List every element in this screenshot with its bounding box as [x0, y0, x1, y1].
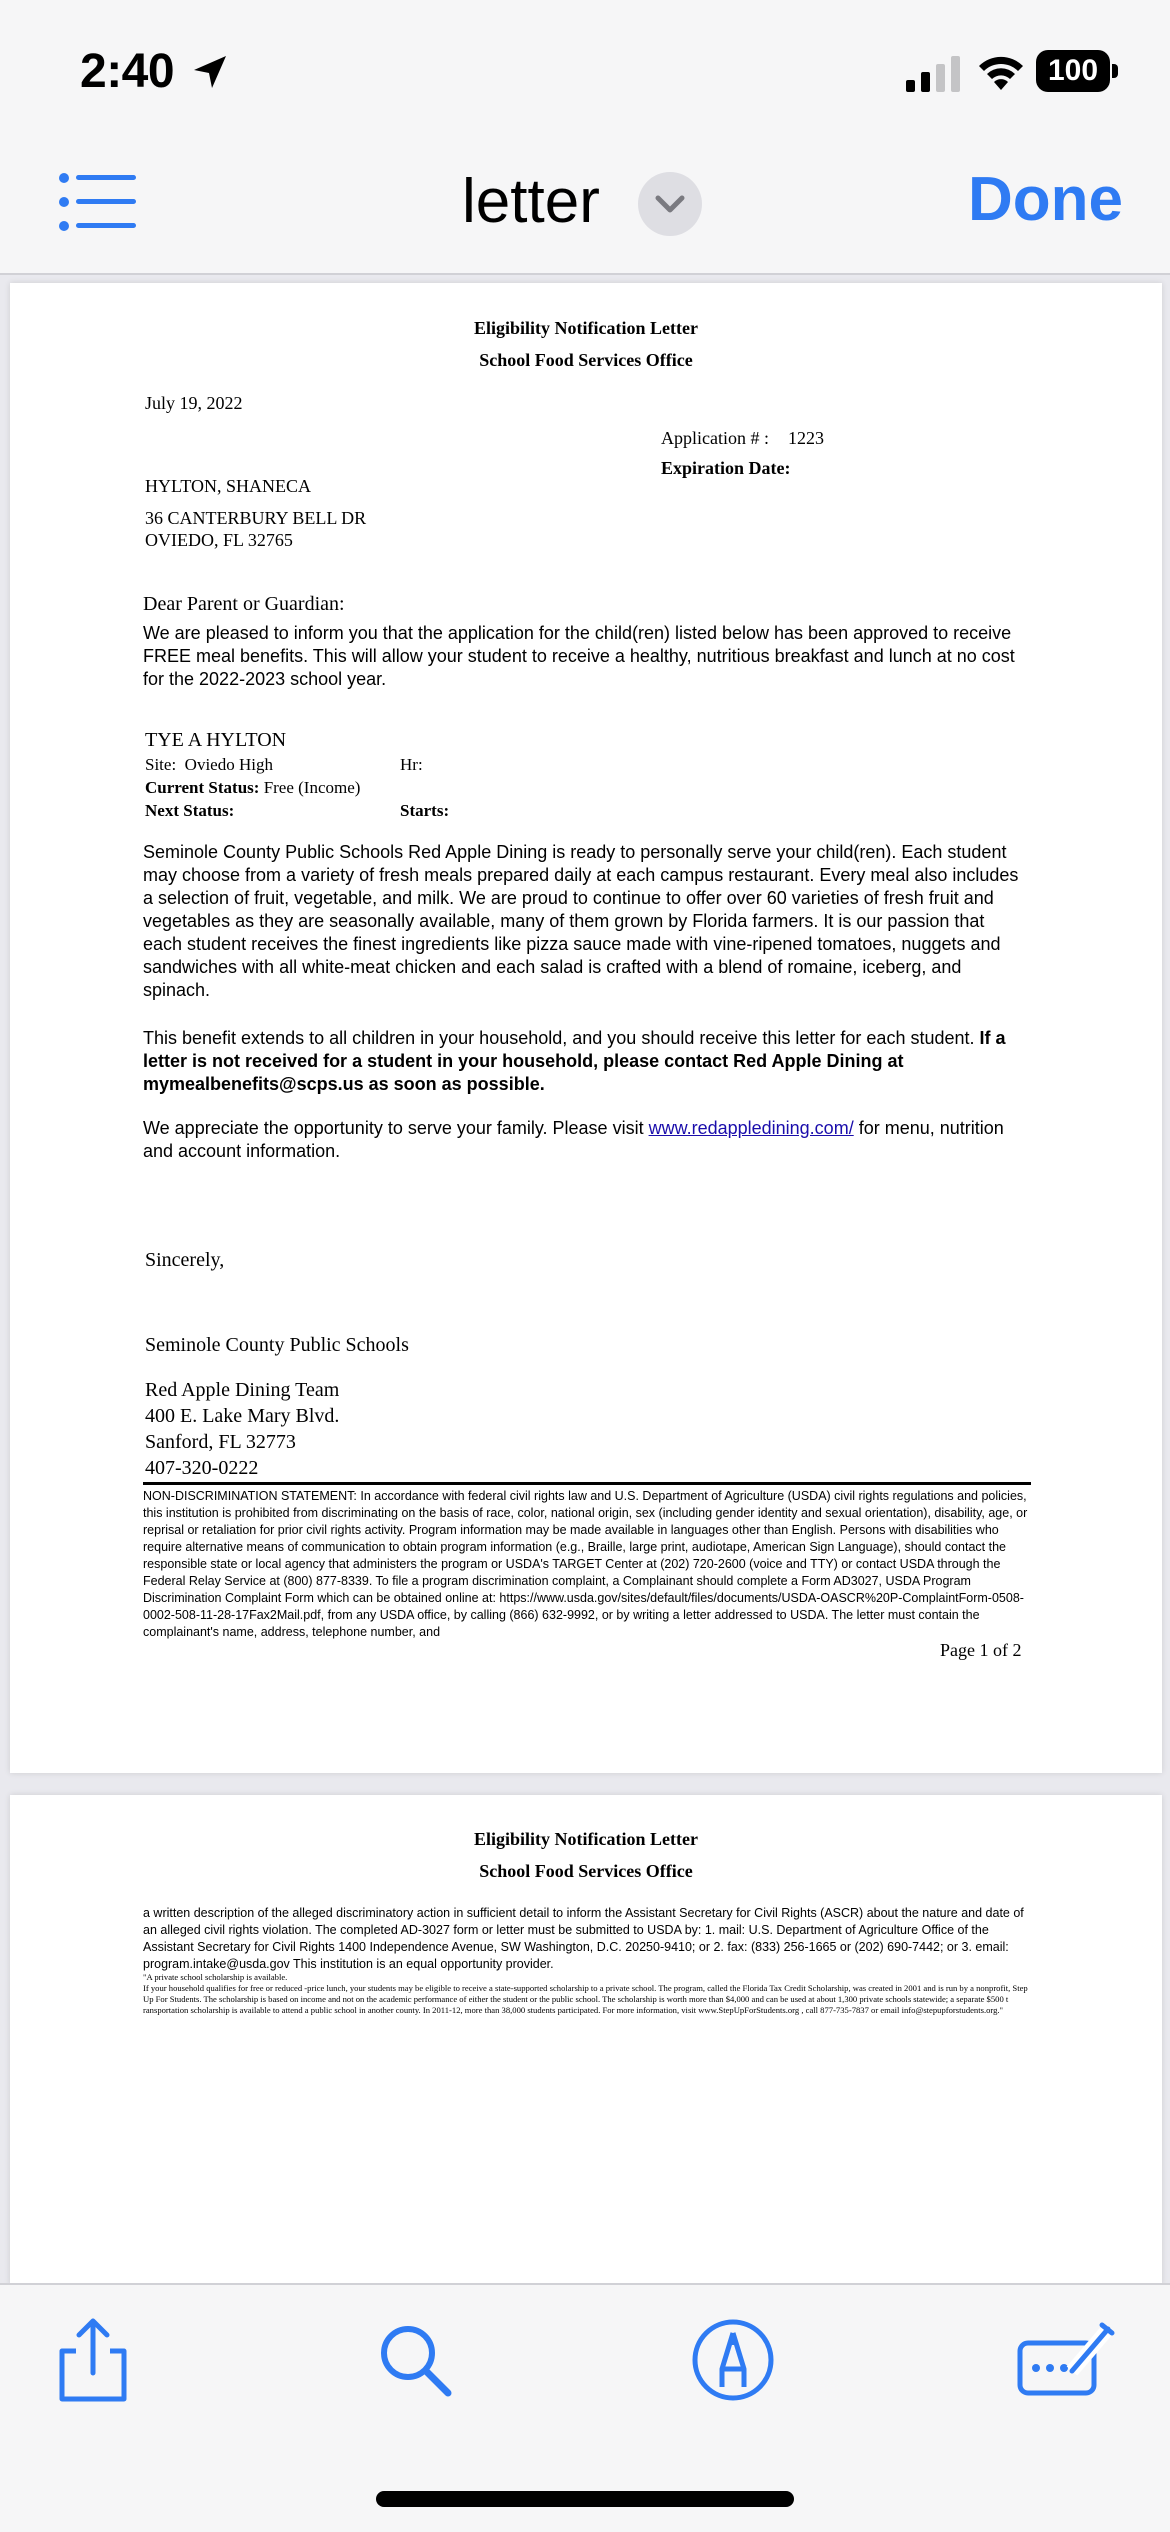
- document-title[interactable]: letter: [462, 167, 600, 236]
- nondiscrimination-statement: NON-DISCRIMINATION STATEMENT: In accordance with federal civil rights law and U.S. Department of Agriculture (USDA) civil rights regulations and policies, this institution is prohibited from discriminating on the basis of race, color, national origin, sex (including gender identity and sexual orientation), disability, age, or reprisal or retaliation for prior civil rights activity. Program information may be made available in languages other than English. Persons with disabilities who require alternative means of communication to obtain program information (e.g., Braille, large print, audiotape, American Sign Language), should contact the responsible state or local agency that administers the program or USDA's TARGET Center at (202) 720-2600 (voice and TTY) or contact USDA through the Federal Relay Service at (800) 877-8339. To file a program discrimination complaint, a Complainant should complete a Form AD3027, USDA Program Discrimination Complaint Form which can be obtained online at: https://www.usda.gov/sites/default/files/documents/USDA-OASCR%20P-ComplaintForm-0508-0002-508-11-28-17Fax2Mail.pdf, from any USDA office, by calling (866) 632-9992, or by writing a letter addressed to USDA. The letter must contain the complainant's name, address, telephone number, and: [143, 1489, 1028, 1639]
- benefit-bold-text: If a letter is not received for a student in your household, please contact Red Apple Dining at mymealbenefits@scps.us as soon as possible.: [143, 1028, 1006, 1094]
- closing: Sincerely,: [145, 1249, 225, 1271]
- scholarship-text: If your household qualifies for free or reduced -price lunch, your students may be eligible to receive a state-supported scholarship to a private school. The program, called the Florida Tax Credit Scholarship, was created in 2001 and is run by a nonprofit, Step Up For Students. The scholarship is based on income and not on the academic performance of either the student or the public school. The scholarship is worth more than $4,000 and can be used at about 1,300 private schools statewide; a separate $500 t ransportation scholarship is available to attend a public school in another county. In 2011-12, more than 38,000 students participated. For more information, visit www.StepUpForStudents.org , call 877-735-7837 or email info@stepupforstudents.org.": [143, 1983, 1028, 2015]
- status-bar: [0, 0, 1170, 150]
- chevron-down-icon: [654, 192, 686, 216]
- current-status: [145, 778, 360, 798]
- home-indicator[interactable]: [376, 2491, 794, 2507]
- page-number: Page 1 of 2: [940, 1640, 1022, 1660]
- search-icon[interactable]: [370, 2315, 460, 2405]
- nondiscrimination-continuation: a written description of the alleged discriminatory action in sufficient detail to inform the Assistant Secretary for Civil Rights (ASCR) about the nature and date of an alleged civil rights violation. The completed AD-3027 form or letter must be submitted to USDA by: 1. mail: U.S. Department of Agriculture Office of the Assistant Secretary for Civil Rights 1400 Independence Avenue, SW Washington, D.C. 20250-9410; or 2. fax: (833) 256-1665 or (202) 690-7442; or 3. email: program.intake@usda.gov This institution is an equal opportunity provider.: [143, 1906, 1024, 1971]
- appreciate-paragraph: [143, 1117, 1023, 1163]
- hr-label: Hr:: [400, 755, 423, 774]
- team-name: Red Apple Dining Team: [145, 1379, 340, 1401]
- address-line2: OVIEDO, FL 32765: [145, 530, 293, 550]
- current-status-label: Current Status:: [145, 778, 260, 797]
- letter-date: July 19, 2022: [145, 393, 243, 413]
- page-header-subtitle: School Food Services Office: [479, 1861, 693, 1881]
- battery-icon: [1036, 50, 1118, 92]
- team-address-line1: 400 E. Lake Mary Blvd.: [145, 1405, 340, 1427]
- starts-label: Starts:: [400, 801, 450, 820]
- markup-icon[interactable]: [688, 2315, 778, 2405]
- current-status-value: Free (Income): [263, 778, 361, 797]
- list-icon[interactable]: [58, 172, 138, 232]
- red-apple-dining-link[interactable]: www.redappledining.com/: [648, 1118, 854, 1138]
- location-arrow-icon: [190, 52, 230, 92]
- document-page-2[interactable]: [10, 1795, 1162, 2285]
- wifi-icon: [976, 52, 1026, 92]
- divider: [143, 1482, 1031, 1485]
- team-phone: 407-320-0222: [145, 1457, 259, 1479]
- student-site: [145, 755, 273, 775]
- signature-org: Seminole County Public Schools: [145, 1334, 409, 1356]
- recipient-name: HYLTON, SHANECA: [145, 476, 312, 496]
- scholarship-heading: "A private school scholarship is available.: [143, 1972, 288, 1982]
- application-number: 1223: [788, 428, 824, 448]
- appreciate-text: We appreciate the opportunity to serve your family. Please visit: [143, 1118, 649, 1138]
- page-header-title: Eligibility Notification Letter: [474, 318, 698, 338]
- nav-bar: [0, 150, 1170, 275]
- cellular-signal-icon: [906, 56, 962, 92]
- application-label: Application # :: [661, 428, 769, 448]
- site-value: Oviedo High: [184, 755, 273, 774]
- document-page-1[interactable]: [10, 283, 1162, 1773]
- site-label: Site:: [145, 755, 177, 774]
- address-line1: 36 CANTERBURY BELL DR: [145, 508, 367, 528]
- title-menu-button[interactable]: [638, 172, 702, 236]
- page-header-subtitle: School Food Services Office: [479, 350, 693, 370]
- benefit-text: This benefit extends to all children in your household, and you should receive this letter for each student.: [143, 1028, 975, 1048]
- fill-sign-icon[interactable]: [1012, 2315, 1116, 2405]
- battery-level: 100: [1036, 50, 1110, 92]
- expiration-label: Expiration Date:: [661, 458, 791, 478]
- next-status-label: Next Status:: [145, 801, 235, 820]
- benefit-paragraph: [143, 1027, 1023, 1096]
- team-address-line2: Sanford, FL 32773: [145, 1431, 296, 1453]
- intro-paragraph: We are pleased to inform you that the application for the child(ren) listed below has been approved to receive FREE meal benefits. This will allow your student to receive a healthy, nutritious breakfast and lunch at no cost for the 2022-2023 school year.: [143, 623, 1015, 689]
- student-name: TYE A HYLTON: [145, 729, 287, 751]
- done-button[interactable]: Done: [968, 165, 1123, 234]
- status-time: 2:40: [80, 45, 175, 98]
- appreciate-text-after: for menu, nutrition and account information.: [143, 1118, 1004, 1161]
- salutation: Dear Parent or Guardian:: [143, 593, 345, 615]
- dining-paragraph: Seminole County Public Schools Red Apple Dining is ready to personally serve your child(ren). Each student may choose from a variety of fresh meals prepared daily at each campus restaurant. Every meal also includes a selection of fruit, vegetable, and milk. We are proud to continue to offer over 60 varieties of fresh fruit and vegetables as they are seasonally available, many of them grown by Florida farmers. It is our passion that each student receives the finest ingredients like pizza sauce made with vine-ripened tomatoes, nuggets and sandwiches with all white-meat chicken and each salad is crafted with a blend of romaine, iceberg, and spinach.: [143, 842, 1019, 1000]
- page-header-title: Eligibility Notification Letter: [474, 1829, 698, 1849]
- share-icon[interactable]: [48, 2315, 138, 2405]
